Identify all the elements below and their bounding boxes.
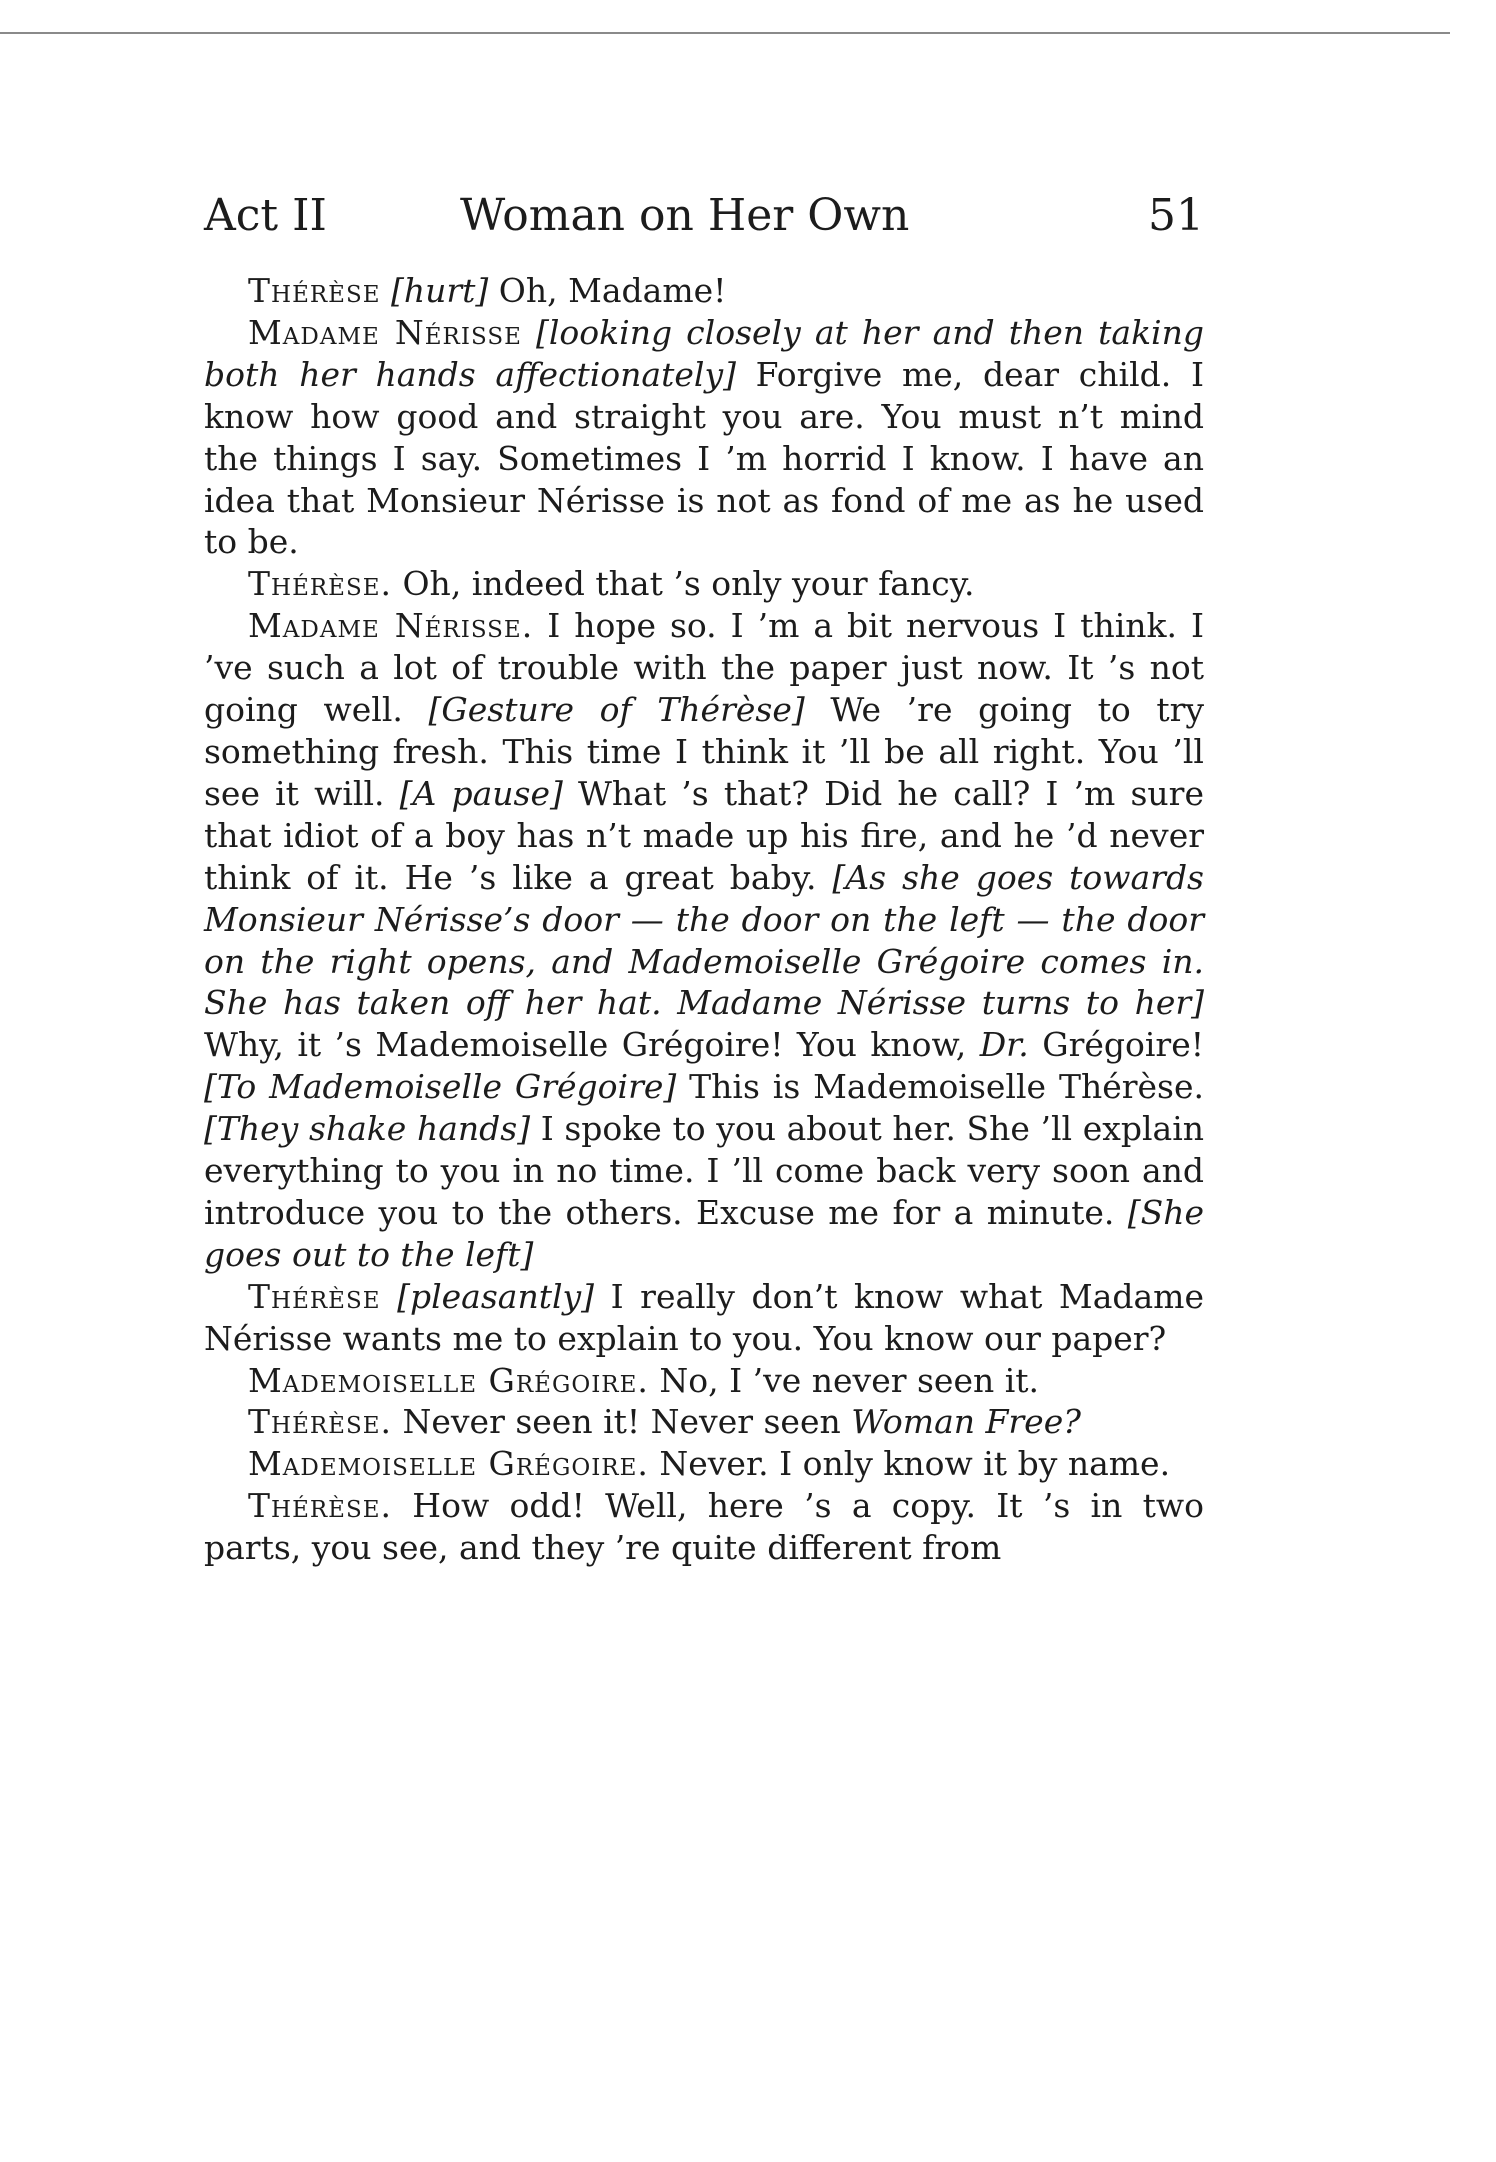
speaker-name: Thérèse [248, 1276, 381, 1316]
speaker-name: Thérèse. [248, 564, 393, 604]
stage-direction: [Gesture of Thérèse] [428, 690, 805, 730]
dialogue: Forgive me, dear child. I know how good and straight you are. You must n’t mind the things I say. Sometimes I ’m horrid I know. I have an idea that Monsieur Nérisse is not as fond of me as he used to be. [204, 354, 1204, 562]
paragraph [204, 1360, 1204, 1402]
dialogue: I hope so. I ’m a bit nervous I think. I ’ve such a lot of trouble with the paper just now. It ’s not going well. [204, 606, 1204, 730]
top-rule [0, 32, 1450, 34]
body-text [204, 270, 1204, 1569]
stage-direction: [As she goes towards Monsieur Nérisse’s door — the door on the left — the door on the right opens, and Mademoiselle Grégoire comes in. She has taken off her hat. Madame Nérisse turns to her] [204, 857, 1204, 1023]
speaker-name: Thérèse. [248, 1486, 393, 1526]
paragraph [204, 270, 1204, 312]
dialogue: I really don’t know what Madame Nérisse wants me to explain to you. You know our paper? [204, 1276, 1204, 1358]
dialogue: What ’s that? Did he call? I ’m sure that idiot of a boy has n’t made up his fire, and he ’d never think of it. He ’s like a great baby. [204, 773, 1204, 897]
stage-direction: [A pause] [399, 773, 563, 813]
dialogue: Oh, Madame! [488, 271, 727, 310]
speaker-name: Madame Nérisse [248, 312, 522, 352]
speaker-name: Thérèse. [248, 1402, 393, 1442]
stage-direction: [pleasantly] [397, 1276, 595, 1316]
publication-title: Woman Free? [851, 1402, 1081, 1442]
dialogue: This is Mademoiselle Thérèse. [676, 1067, 1204, 1107]
dialogue: Grégoire! [1028, 1025, 1204, 1065]
stage-direction: [She goes out to the left] [204, 1192, 1204, 1274]
dialogue: We ’re going to try something fresh. This time I think it ’ll be all right. You ’ll see it will. [204, 690, 1204, 813]
dialogue: Never seen it! Never seen [392, 1402, 852, 1442]
stage-direction: [hurt] [391, 271, 489, 310]
stage-direction: [To Mademoiselle Grégoire] [204, 1067, 677, 1107]
page-header [204, 188, 1204, 244]
dialogue: No, I ’ve never seen it. [648, 1360, 1040, 1400]
speaker-name: Mademoiselle Grégoire. [248, 1444, 649, 1484]
dialogue: Oh, indeed that ’s only your fancy. [392, 564, 975, 604]
dialogue: Why, it ’s Mademoiselle Grégoire! You know, [204, 1025, 980, 1065]
page-number: 51 [1148, 190, 1204, 241]
dialogue: I spoke to you about her. She ’ll explain everything to you in no time. I ’ll come back very soon and introduce you to the others. Excuse me for a minute. [204, 1109, 1204, 1232]
title-abbreviation: Dr. [979, 1025, 1029, 1065]
paragraph [204, 1443, 1204, 1485]
stage-direction: [They shake hands] [204, 1109, 531, 1149]
dialogue: Never. I only know it by name. [648, 1444, 1171, 1484]
paragraph [204, 1276, 1204, 1360]
speaker-name: Thérèse [248, 271, 381, 310]
paragraph [204, 312, 1204, 563]
running-title: Woman on Her Own [460, 190, 910, 241]
speaker-name: Madame Nérisse. [248, 606, 534, 646]
dialogue: How odd! Well, here ’s a copy. It ’s in two parts, you see, and they ’re quite different from [204, 1486, 1204, 1568]
speaker-name: Mademoiselle Grégoire. [248, 1360, 649, 1400]
stage-direction: [looking closely at her and then taking both her hands affectionately] [204, 312, 1204, 394]
paragraph [204, 605, 1204, 1276]
paragraph [204, 1485, 1204, 1569]
paragraph [204, 563, 1204, 605]
act-label: Act II [204, 190, 327, 241]
paragraph [204, 1401, 1204, 1443]
